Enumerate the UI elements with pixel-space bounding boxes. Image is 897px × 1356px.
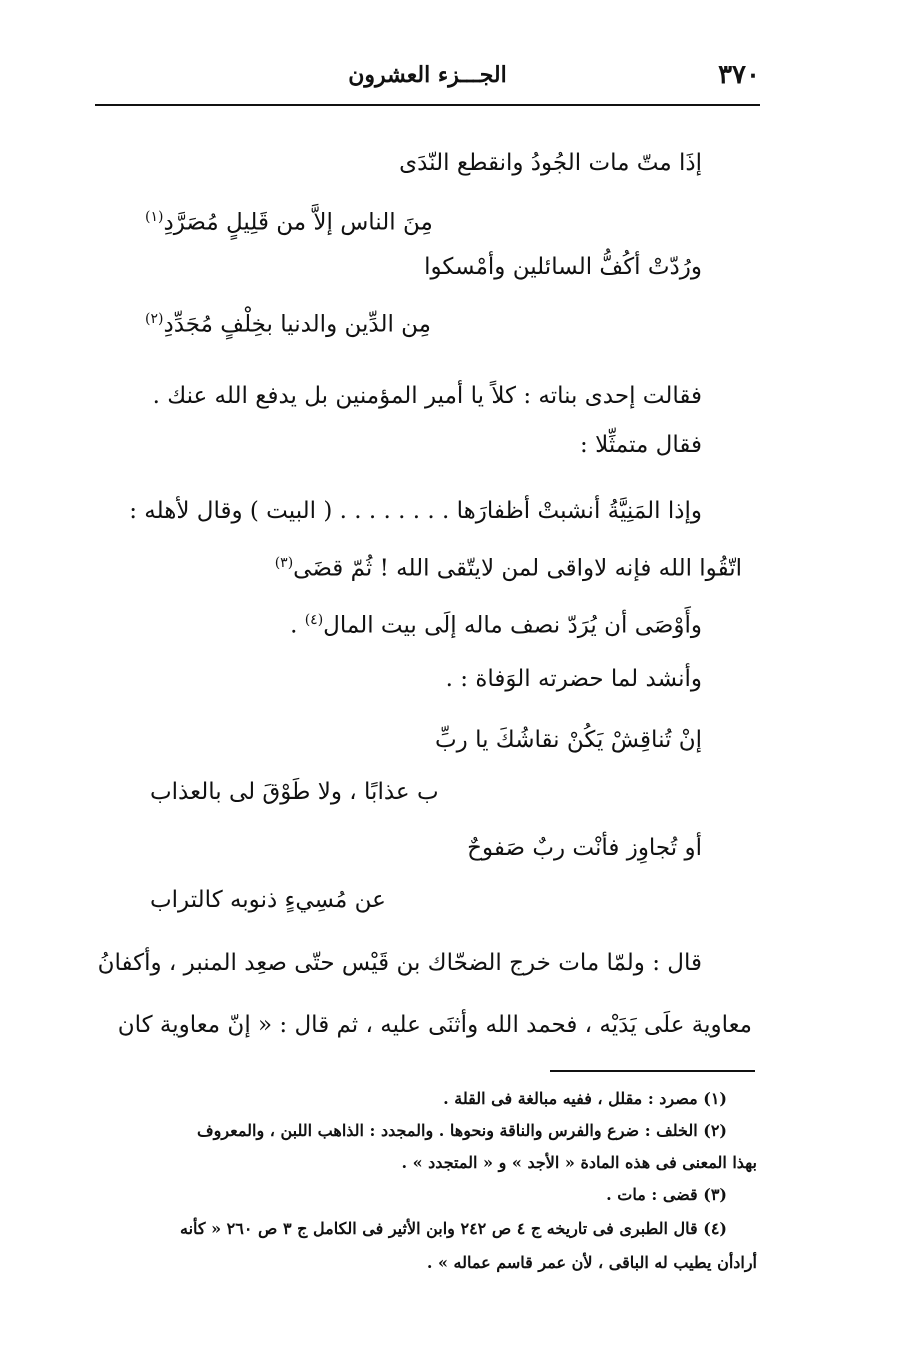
prose-line: قال : ولمّا مات خرج الضحّاك بن قَيْس حتّى صعِد المنبر ، وأكفانُ [97,950,702,976]
footnote: (١) مصرد : مقلل ، ففيه مبالغة فى القلة . [443,1089,727,1108]
footnote: (٣) قضى : مات . [606,1185,727,1204]
page-number: ٣٧٠ [718,60,760,90]
prose-line: معاوية علَى يَدَيْه ، فحمد الله وأثنَى عليه ، ثم قال : « إنّ معاوية كان [117,1012,752,1038]
header-rule [95,104,760,106]
footnote-ref: (٤) [304,612,324,628]
prose-line: وأَوْصَى أن يُرَدّ نصف ماله إلَى بيت المال$^{(٤)}$ . [290,612,702,639]
footnote: (٤) قال الطبرى فى تاريخه ج ٤ ص ٢٤٢ وابن الأثير فى الكامل ج ٣ ص ٢٦٠ « كأنه [180,1219,727,1238]
footnote: (٢) الخلف : ضرع والفرس والناقة ونحوها . والمجدد : الذاهب اللبن ، والمعروف [197,1121,727,1140]
verse-line: ب عذابًا ، ولا طَوْقَ لى بالعذاب [150,779,439,805]
prose-line: فقال متمثِّلا : [580,432,702,458]
page-header [95,60,760,100]
verse-line: أو تُجاوِز فأنْت ربٌ صَفوحٌ [467,835,702,861]
footnote-rule [550,1070,755,1072]
prose-line: فقالت إحدى بناته : كلاً يا أمير المؤمنين بل يدفع الله عنك . [152,383,702,409]
footnote-ref: (١) [145,209,164,225]
verse-line: مِن الدِّين والدنيا بخِلْفٍ مُجَدِّدِ$^{(٢)}$ [145,311,432,338]
verse-line: إنْ تُناقِشْ يَكُنْ نقاشُكَ يا ربِّ [435,727,702,753]
verse-line: عن مُسِيءٍ ذنوبه كالتراب [150,887,386,913]
running-title: الجـــزء العشرون [348,62,507,88]
footnote-ref: (٢) [145,311,164,327]
prose-line: وأنشد لما حضرته الوَفاة : . [445,666,702,692]
footnote: بهذا المعنى فى هذه المادة « الأجد » و « المتجدد » . [401,1153,757,1172]
footnote: أرادأن يطيب له الباقى ، لأن عمر قاسم عماله » . [426,1253,757,1272]
prose-line: اتّقُوا الله فإنه لاواقى لمن لايتّقى الله ! ثُمّ قضَى$^{(٣)}$ [274,555,742,582]
footnote-ref: (٣) [274,555,294,571]
verse-line: إذَا متّ مات الجُودُ وانقطع النّدَى [399,150,702,176]
verse-line: ورُدّتْ أكُفُّ السائلين وأمْسكوا [424,254,702,280]
verse-line: مِنَ الناس إلاَّ من قَلِيلٍ مُصَرَّدِ$^{(١)}$ [145,209,433,236]
prose-line: وإذا المَنِيَّةُ أنشبتْ أظفارَها . . . . . . . . ( البيت ) وقال لأهله : [129,498,702,524]
